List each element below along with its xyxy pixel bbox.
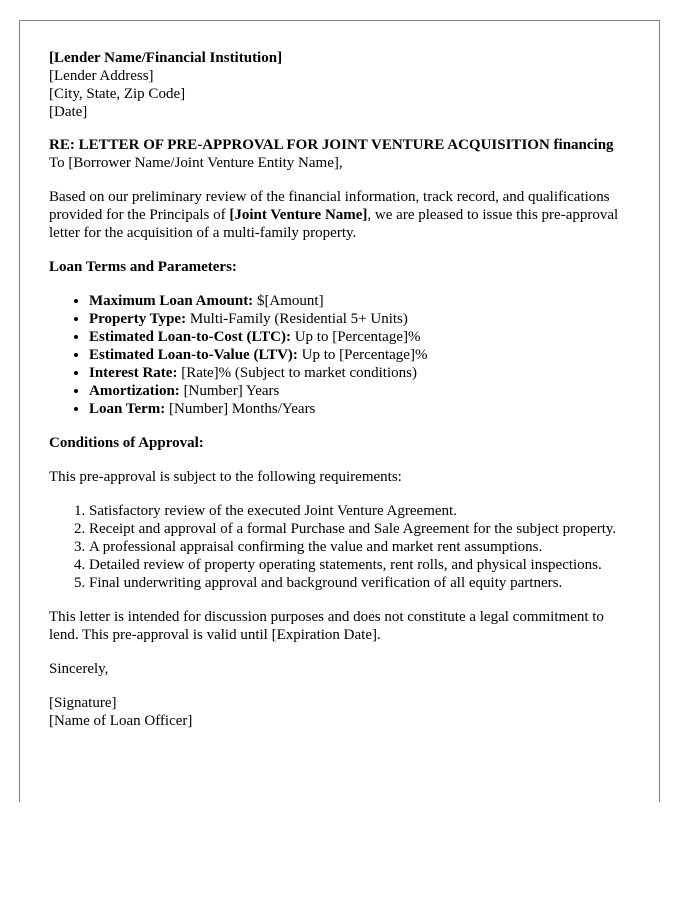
list-item [89,310,630,328]
lender-block [49,49,630,121]
disclaimer-paragraph: This letter is intended for discussion purposes and does not constitute a legal commitment to lend. This pre-approval is valid until [Expiration Date]. [49,609,604,643]
term-label: Loan Term: [89,401,166,417]
list-item: 4. Detailed review of property operating statements, rent rolls, and physical inspections. [89,556,630,574]
re-line: RE: LETTER OF PRE-APPROVAL FOR JOINT VENTURE ACQUISITION financing [49,137,614,153]
lender-name: [Lender Name/Financial Institution] [49,50,283,66]
list-item [89,400,630,418]
term-value: [Number] Months/Years [165,401,316,417]
lender-address: [Lender Address] [49,68,154,84]
list-item [89,292,630,310]
list-item: 1. Satisfactory review of the executed Joint Venture Agreement. [89,502,630,520]
list-item: 2. Receipt and approval of a formal Purchase and Sale Agreement for the subject property. [89,520,630,538]
term-label: Amortization: [89,383,180,399]
closing: Sincerely, [49,661,109,677]
term-value: Multi-Family (Residential 5+ Units) [186,311,408,327]
term-value: [Number] Years [179,383,280,399]
term-value: Up to [Percentage]% [297,347,428,363]
signature: [Signature] [49,695,117,711]
term-value: [Rate]% (Subject to market conditions) [177,365,417,381]
lender-city-state-zip: [City, State, Zip Code] [49,86,186,102]
intro-text-after: , we are pleased to issue this pre-approval letter for the acquisition of a multi-family property. [49,207,619,241]
intro-text-before: Based on our preliminary review of the financial information, track record, and qualifications provided for the Principals of [49,189,610,223]
conditions-heading: Conditions of Approval: [49,435,204,451]
list-item [89,382,630,400]
list-item [89,364,630,382]
conditions-intro: This pre-approval is subject to the following requirements: [49,469,402,485]
joint-venture-name: [Joint Venture Name] [229,207,368,223]
term-value: $[Amount] [253,293,324,309]
list-item [89,328,630,346]
list-item: 5. Final underwriting approval and background verification of all equity partners. [89,574,630,592]
term-label: Interest Rate: [89,365,178,381]
term-value: Up to [Percentage]% [290,329,421,345]
loan-terms-list [49,292,630,418]
loan-officer-name: [Name of Loan Officer] [49,713,193,729]
letter-date: [Date] [49,104,88,120]
intro-paragraph [49,188,630,242]
loan-terms-heading: Loan Terms and Parameters: [49,259,237,275]
term-label: Property Type: [89,311,187,327]
list-item: 3. A professional appraisal confirming the value and market rent assumptions. [89,538,630,556]
list-item [89,346,630,364]
term-label: Maximum Loan Amount: [89,293,254,309]
term-label: Estimated Loan-to-Cost (LTC): [89,329,291,345]
term-label: Estimated Loan-to-Value (LTV): [89,347,298,363]
letter-document [19,20,660,802]
salutation: To [Borrower Name/Joint Venture Entity Name], [49,155,343,171]
signature-block [49,694,630,730]
conditions-list [49,502,630,592]
